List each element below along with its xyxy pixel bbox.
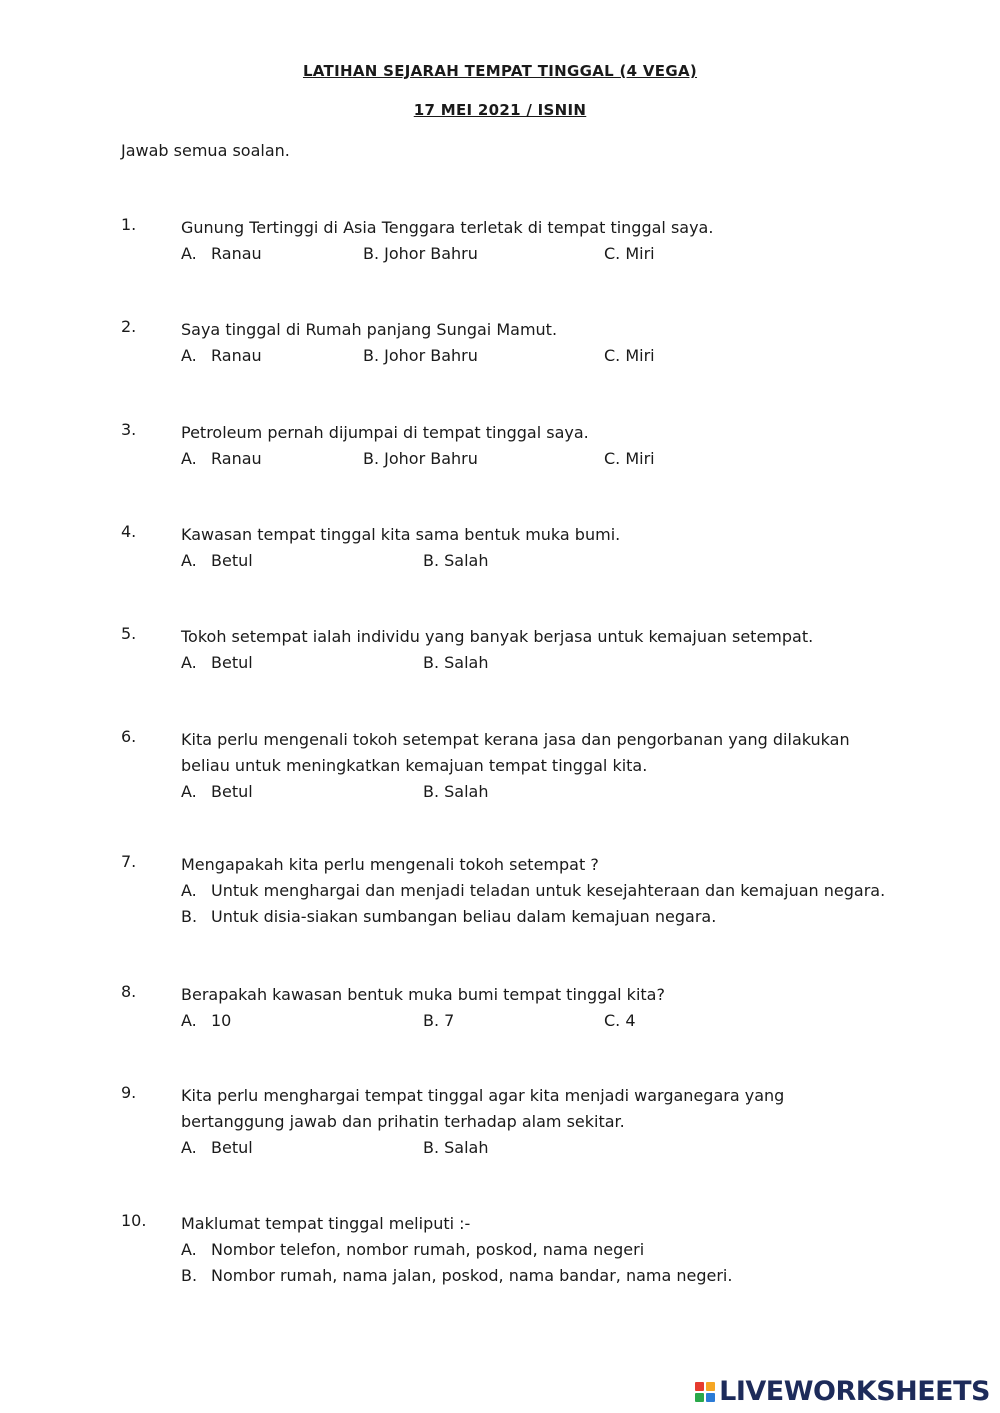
liveworksheets-logo — [695, 1376, 990, 1407]
option-a[interactable]: A. Betul — [181, 551, 253, 570]
question-number: 1. — [121, 215, 137, 234]
option-b[interactable]: B. 7 — [423, 1011, 455, 1030]
option-b[interactable]: B. Salah — [423, 653, 489, 672]
option-c[interactable]: C. 4 — [604, 1011, 636, 1030]
option-a[interactable]: A. Untuk menghargai dan menjadi teladan untuk kesejahteraan dan kemajuan negara. — [181, 881, 886, 900]
option-b[interactable]: B. Johor Bahru — [363, 244, 478, 263]
worksheet-date: 17 MEI 2021 / ISNIN — [413, 101, 587, 119]
question-text: Saya tinggal di Rumah panjang Sungai Mamut. — [181, 320, 558, 339]
question-number: 2. — [121, 317, 137, 336]
worksheet-title: LATIHAN SEJARAH TEMPAT TINGGAL (4 VEGA) — [302, 62, 698, 80]
brand-name: LIVEWORKSHEETS — [719, 1376, 990, 1407]
question-text: Kita perlu mengenali tokoh setempat kerana jasa dan pengorbanan yang dilakukan beliau untuk meningkatkan kemajuan tempat tinggal kita. — [181, 730, 850, 775]
option-a[interactable]: A. Betul — [181, 1138, 253, 1157]
instruction: Jawab semua soalan. — [121, 141, 290, 160]
question-2 — [121, 317, 881, 368]
option-a[interactable]: A. Ranau — [181, 244, 262, 263]
option-c[interactable]: C. Miri — [604, 244, 655, 263]
option-b[interactable]: B. Nombor rumah, nama jalan, poskod, nama bandar, nama negeri. — [181, 1266, 733, 1285]
question-7 — [121, 852, 886, 930]
options — [181, 548, 881, 573]
option-b[interactable]: B. Untuk disia-siakan sumbangan beliau dalam kemajuan negara. — [181, 907, 717, 926]
question-text: Kita perlu menghargai tempat tinggal agar kita menjadi warganegara yang bertanggung jawab dan prihatin terhadap alam sekitar. — [181, 1086, 785, 1131]
question-number: 7. — [121, 852, 137, 871]
question-number: 6. — [121, 727, 137, 746]
logo-grid-icon — [695, 1382, 715, 1402]
option-a[interactable]: A. Betul — [181, 782, 253, 801]
question-9 — [121, 1083, 881, 1160]
question-text: Berapakah kawasan bentuk muka bumi tempat tinggal kita? — [181, 985, 665, 1004]
question-number: 4. — [121, 522, 137, 541]
question-number: 3. — [121, 420, 137, 439]
options — [181, 779, 881, 804]
option-b[interactable]: B. Salah — [423, 1138, 489, 1157]
question-text: Petroleum pernah dijumpai di tempat tinggal saya. — [181, 423, 589, 442]
option-b[interactable]: B. Salah — [423, 551, 489, 570]
options — [181, 1008, 881, 1033]
question-text: Gunung Tertinggi di Asia Tenggara terletak di tempat tinggal saya. — [181, 218, 714, 237]
question-text: Kawasan tempat tinggal kita sama bentuk muka bumi. — [181, 525, 621, 544]
question-4 — [121, 522, 881, 573]
option-b[interactable]: B. Johor Bahru — [363, 346, 478, 365]
question-10 — [121, 1211, 881, 1289]
question-number: 9. — [121, 1083, 137, 1102]
options — [181, 343, 881, 368]
question-3 — [121, 420, 881, 471]
option-b[interactable]: B. Salah — [423, 782, 489, 801]
question-number: 8. — [121, 982, 137, 1001]
question-text: Mengapakah kita perlu mengenali tokoh setempat ? — [181, 855, 599, 874]
option-b[interactable]: B. Johor Bahru — [363, 449, 478, 468]
options — [181, 650, 881, 675]
options — [181, 1135, 881, 1160]
option-a[interactable]: A. 10 — [181, 1011, 232, 1030]
options — [181, 241, 881, 266]
option-c[interactable]: C. Miri — [604, 346, 655, 365]
options — [181, 446, 881, 471]
question-text: Maklumat tempat tinggal meliputi :- — [181, 1214, 471, 1233]
question-1 — [121, 215, 881, 266]
option-c[interactable]: C. Miri — [604, 449, 655, 468]
question-8 — [121, 982, 881, 1033]
question-number: 5. — [121, 624, 137, 643]
question-5 — [121, 624, 881, 675]
option-a[interactable]: A. Ranau — [181, 346, 262, 365]
option-a[interactable]: A. Betul — [181, 653, 253, 672]
question-text: Tokoh setempat ialah individu yang banyak berjasa untuk kemajuan setempat. — [181, 627, 814, 646]
question-6 — [121, 727, 881, 804]
question-number: 10. — [121, 1211, 147, 1230]
option-a[interactable]: A. Nombor telefon, nombor rumah, poskod, nama negeri — [181, 1240, 645, 1259]
option-a[interactable]: A. Ranau — [181, 449, 262, 468]
